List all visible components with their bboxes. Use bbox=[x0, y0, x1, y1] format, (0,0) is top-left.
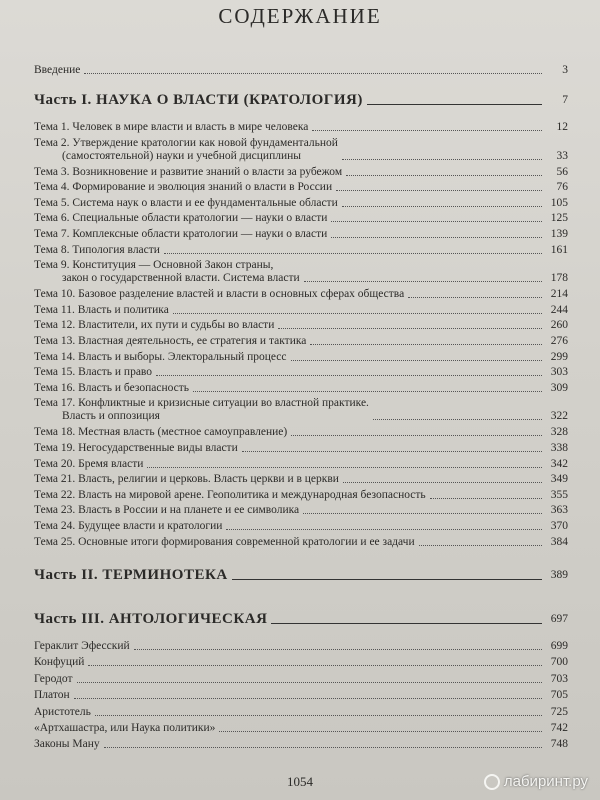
entry-page: 699 bbox=[550, 640, 568, 652]
entry-label-line: закон о государственной власти. Система власти bbox=[62, 272, 300, 285]
dot-leader bbox=[226, 529, 542, 530]
entry-label-line: Тема 5. Система наук о власти и ее фундаментальные области bbox=[34, 196, 338, 209]
part-page: 697 bbox=[550, 613, 568, 625]
toc-entry bbox=[34, 520, 568, 533]
entry-label-line: Аристотель bbox=[34, 705, 91, 718]
dot-leader bbox=[346, 175, 542, 176]
toc-entry bbox=[34, 319, 568, 332]
entry-label-line: (самостоятельной) науки и учебной дисциплины bbox=[62, 149, 302, 162]
toc-entry bbox=[34, 504, 568, 517]
entry-label bbox=[34, 520, 222, 533]
entry-page: 322 bbox=[550, 410, 568, 423]
entry-label bbox=[34, 351, 287, 364]
toc-entry bbox=[34, 673, 568, 686]
entry-label-line: Тема 17. Конфликтные и кризисные ситуации во властной практике. bbox=[34, 397, 369, 410]
entry-label-line: Тема 11. Власть и политика bbox=[34, 303, 169, 316]
entry-label bbox=[34, 181, 332, 194]
entry-page: 161 bbox=[550, 243, 568, 256]
entry-label-line: Платон bbox=[34, 689, 70, 702]
dot-leader bbox=[95, 715, 542, 716]
entry-label-line: Тема 21. Власть, религии и церковь. Власть церкви и в церкви bbox=[34, 473, 339, 486]
entry-label-line: «Артхашастра, или Наука политики» bbox=[34, 722, 216, 734]
entry-label-line: Тема 7. Комплексные области кратологии — науки о власти bbox=[34, 228, 328, 240]
dot-leader bbox=[312, 130, 542, 131]
toc-entry bbox=[34, 473, 568, 486]
entry-label-line: Тема 18. Местная власть (местное самоуправление) bbox=[34, 426, 288, 439]
entry-label bbox=[34, 442, 238, 455]
entry-label-line: Тема 15. Власть и право bbox=[34, 366, 153, 379]
toc-entry bbox=[34, 536, 568, 549]
toc-part-2 bbox=[34, 566, 568, 584]
entry-label-line: Гераклит Эфесский bbox=[34, 640, 130, 652]
entry-page: 244 bbox=[550, 303, 568, 316]
entry-page: 705 bbox=[550, 689, 568, 702]
entry-page: 139 bbox=[550, 228, 568, 240]
entry-label-line: Тема 12. Властители, их пути и судьбы во власти bbox=[34, 319, 275, 332]
dot-leader bbox=[303, 513, 542, 514]
entry-page: 299 bbox=[550, 350, 568, 363]
entry-page: 56 bbox=[556, 165, 568, 178]
dot-leader bbox=[304, 281, 542, 282]
entry-page: 700 bbox=[550, 656, 568, 669]
entry-page: 748 bbox=[550, 738, 568, 751]
entry-label-line: Тема 19. Негосударственные виды власти bbox=[34, 442, 238, 454]
toc-entry-intro bbox=[34, 64, 568, 77]
toc-entry bbox=[34, 382, 568, 395]
dot-leader bbox=[219, 731, 542, 732]
entry-label-line: Тема 20. Бремя власти bbox=[34, 457, 144, 470]
entry-page: 328 bbox=[550, 426, 568, 439]
entry-label bbox=[34, 489, 426, 502]
entry-label bbox=[34, 689, 70, 702]
toc-entry bbox=[34, 366, 568, 379]
entry-page: 725 bbox=[550, 705, 568, 718]
toc-entry bbox=[34, 259, 568, 285]
toc-entry bbox=[34, 397, 568, 423]
dot-leader bbox=[193, 391, 542, 392]
toc-entry bbox=[34, 426, 568, 439]
dot-leader bbox=[373, 419, 542, 420]
watermark bbox=[484, 773, 588, 790]
dot-leader bbox=[291, 360, 543, 361]
entry-label-line: Тема 4. Формирование и эволюция знаний о власти в России bbox=[34, 181, 333, 194]
dot-leader bbox=[331, 221, 542, 222]
entry-label bbox=[34, 738, 100, 751]
entry-label-line: Тема 16. Власть и безопасность bbox=[34, 381, 190, 394]
toc-entry bbox=[34, 288, 568, 301]
entry-label bbox=[34, 121, 308, 134]
dot-leader bbox=[242, 451, 542, 452]
page-number: 1054 bbox=[287, 774, 313, 789]
part-rule bbox=[367, 104, 542, 105]
entry-label-line: Тема 2. Утверждение кратологии как новой фундаментальной bbox=[34, 136, 338, 149]
dot-leader bbox=[419, 545, 542, 546]
part-label: Часть III. АНТОЛОГИЧЕСКАЯ bbox=[34, 611, 268, 627]
dot-leader bbox=[336, 190, 542, 191]
entry-label-line: Тема 10. Базовое разделение властей и власти в основных сферах общества bbox=[34, 288, 405, 301]
toc-entry bbox=[34, 351, 568, 364]
toc-entry bbox=[34, 304, 568, 317]
entry-page: 342 bbox=[550, 457, 568, 470]
entry-label-line: Тема 25. Основные итоги формирования современной кратологии и ее задачи bbox=[34, 535, 415, 548]
entry-label bbox=[34, 473, 339, 486]
part-page: 7 bbox=[562, 94, 568, 106]
entry-label-line: Тема 22. Власть на мировой арене. Геополитика и международная безопасность bbox=[34, 488, 426, 501]
dot-leader bbox=[147, 467, 542, 468]
dot-leader bbox=[342, 206, 542, 207]
dot-leader bbox=[343, 482, 542, 483]
dot-leader bbox=[408, 297, 542, 298]
toc-entry bbox=[34, 181, 568, 194]
entry-label bbox=[34, 366, 152, 379]
entry-label-line: Тема 8. Типология власти bbox=[34, 243, 160, 256]
entry-label-line: Тема 14. Власть и выборы. Электоральный процесс bbox=[34, 350, 287, 363]
entry-page: 370 bbox=[550, 520, 568, 532]
entry-label-line: Тема 13. Властная деятельность, ее стратегия и тактика bbox=[34, 335, 307, 347]
entry-page: 309 bbox=[550, 381, 568, 394]
dot-leader bbox=[134, 649, 542, 650]
dot-leader bbox=[173, 313, 542, 314]
entry-label-line: Тема 24. Будущее власти и кратологии bbox=[34, 520, 223, 532]
toc-entry bbox=[34, 244, 568, 257]
entry-label-line: Тема 23. Власть в России и на планете и ее символика bbox=[34, 504, 300, 517]
entry-label bbox=[34, 228, 327, 241]
dot-leader bbox=[164, 253, 542, 254]
toc-entry bbox=[34, 722, 568, 735]
toc-entry bbox=[34, 137, 568, 163]
toc-entry bbox=[34, 166, 568, 179]
entry-label bbox=[34, 288, 404, 301]
entry-page: 33 bbox=[556, 149, 568, 162]
entry-page: 178 bbox=[550, 272, 568, 285]
toc-entry bbox=[34, 335, 568, 348]
entry-label bbox=[34, 458, 143, 471]
entry-label bbox=[34, 536, 415, 549]
toc-entry bbox=[34, 738, 568, 751]
entry-page: 125 bbox=[550, 212, 568, 225]
entry-label-line: Тема 3. Возникновение и развитие знаний о власти за рубежом bbox=[34, 165, 343, 178]
dot-leader bbox=[156, 375, 542, 376]
entry-label bbox=[34, 656, 84, 669]
entry-label bbox=[34, 426, 287, 439]
entry-label bbox=[34, 640, 130, 653]
toc-entry bbox=[34, 489, 568, 502]
dot-leader bbox=[291, 435, 542, 436]
toc-entry bbox=[34, 458, 568, 471]
labirint-logo-icon bbox=[484, 774, 500, 790]
toc-entry bbox=[34, 442, 568, 455]
entry-label: Введение bbox=[34, 64, 81, 76]
entry-label bbox=[34, 382, 189, 395]
toc-entry bbox=[34, 228, 568, 241]
entry-label bbox=[34, 259, 300, 285]
entry-label bbox=[34, 335, 306, 348]
dot-leader bbox=[331, 237, 542, 238]
entry-label bbox=[34, 244, 160, 257]
part-page: 389 bbox=[550, 569, 568, 581]
entry-page: 338 bbox=[550, 442, 568, 454]
entry-page: 355 bbox=[550, 488, 568, 501]
entry-label-line: Власть и оппозиция bbox=[62, 410, 160, 423]
entry-label bbox=[34, 722, 215, 735]
dot-leader bbox=[278, 328, 542, 329]
entry-page: 76 bbox=[556, 181, 568, 194]
toc-part-1 bbox=[34, 91, 568, 109]
dot-leader bbox=[84, 73, 542, 74]
dot-leader bbox=[342, 159, 542, 160]
part-label: Часть I. НАУКА О ВЛАСТИ (КРАТОЛОГИЯ) bbox=[34, 92, 363, 108]
toc-entry bbox=[34, 121, 568, 134]
entry-page: 384 bbox=[550, 535, 568, 548]
watermark-text: лабиринт.ру bbox=[503, 773, 588, 790]
entry-label bbox=[34, 319, 274, 332]
entry-label bbox=[34, 166, 342, 179]
entry-page: 303 bbox=[550, 366, 568, 379]
entry-page: 742 bbox=[550, 722, 568, 734]
entry-page: 260 bbox=[550, 319, 568, 332]
dot-leader bbox=[77, 682, 542, 683]
page-title: СОДЕРЖАНИЕ bbox=[218, 4, 382, 28]
entry-label-line: Конфуций bbox=[34, 656, 85, 669]
entry-label bbox=[34, 304, 169, 317]
entry-page: 214 bbox=[550, 288, 568, 301]
toc-entry bbox=[34, 689, 568, 702]
part-rule bbox=[271, 623, 542, 624]
entry-label bbox=[34, 397, 369, 423]
toc-entry bbox=[34, 197, 568, 210]
entry-label-line: Тема 1. Человек в мире власти и власть в мире человека bbox=[34, 121, 309, 133]
entry-label bbox=[34, 137, 338, 163]
entry-label bbox=[34, 673, 73, 686]
entry-label bbox=[34, 197, 338, 210]
entry-page: 349 bbox=[550, 473, 568, 486]
entry-label-line: Геродот bbox=[34, 672, 73, 685]
entry-page: 105 bbox=[550, 196, 568, 209]
entry-label bbox=[34, 504, 299, 517]
entry-label bbox=[34, 706, 91, 719]
entry-page: 276 bbox=[550, 335, 568, 347]
dot-leader bbox=[310, 344, 542, 345]
toc-entry bbox=[34, 640, 568, 653]
part-label: Часть II. ТЕРМИНОТЕКА bbox=[34, 567, 228, 583]
dot-leader bbox=[88, 665, 542, 666]
entry-label-line: Тема 6. Специальные области кратологии — науки о власти bbox=[34, 212, 328, 225]
toc-part-3 bbox=[34, 610, 568, 628]
entry-page: 363 bbox=[550, 504, 568, 517]
dot-leader bbox=[104, 747, 542, 748]
entry-page: 3 bbox=[562, 64, 568, 76]
toc-entry bbox=[34, 656, 568, 669]
toc-entry bbox=[34, 706, 568, 719]
part-rule bbox=[232, 579, 542, 580]
toc-entry bbox=[34, 212, 568, 225]
entry-label bbox=[34, 212, 327, 225]
dot-leader bbox=[430, 498, 542, 499]
entry-label-line: Законы Ману bbox=[34, 738, 100, 751]
entry-page: 703 bbox=[550, 672, 568, 685]
dot-leader bbox=[74, 698, 542, 699]
entry-label-line: Тема 9. Конституция — Основной Закон страны, bbox=[34, 259, 274, 272]
entry-page: 12 bbox=[556, 121, 568, 133]
